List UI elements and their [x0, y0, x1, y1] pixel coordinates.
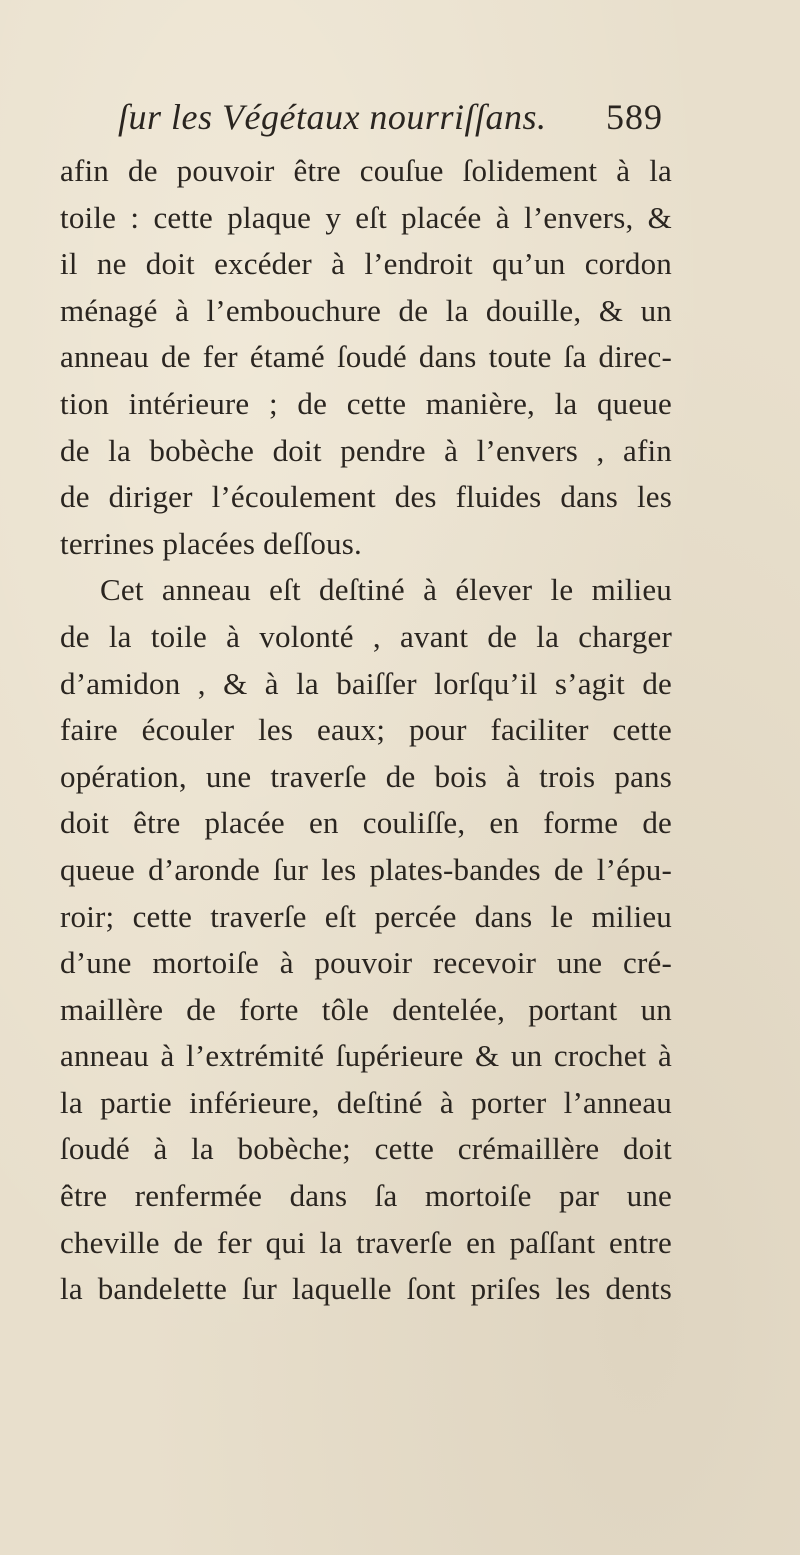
body-text [60, 148, 672, 1313]
text-line: ménagé à l’embouchure de la douille, & un [60, 292, 672, 328]
page-number: 589 [606, 97, 663, 137]
text-line: anneau de fer étamé ſoudé dans toute ſa direc- [60, 339, 672, 375]
text-line: de la toile à volonté , avant de la charger [60, 618, 672, 654]
text-line: terrines placées deſſous. [60, 525, 362, 561]
text-line: Cet anneau eſt deſtiné à élever le milieu [100, 572, 672, 608]
text-line: d’une mortoiſe à pouvoir recevoir une cré- [60, 945, 672, 981]
text-line: afin de pouvoir être couſue ſolidement à la [60, 153, 672, 188]
text-line: d’amidon , & à la baiſſer lorſqu’il s’agit de [60, 665, 672, 701]
text-line: faire écouler les eaux; pour faciliter cette [60, 712, 672, 748]
running-title: ſur les Végétaux nourriſſans. [118, 97, 547, 137]
text-line: queue d’aronde ſur les plates-bandes de l’épu- [60, 851, 672, 887]
text-line: maillère de forte tôle dentelée, portant un [60, 991, 672, 1027]
text-line: de la bobèche doit pendre à l’envers , afin [60, 432, 672, 468]
text-line: opération, une traverſe de bois à trois pans [60, 758, 672, 794]
text-line: toile : cette plaque y eſt placée à l’envers, & [60, 199, 672, 235]
text-line: être renfermée dans ſa mortoiſe par une [60, 1178, 672, 1214]
text-line: tion intérieure ; de cette manière, la queue [60, 385, 672, 421]
text-line: de diriger l’écoulement des fluides dans les [60, 479, 672, 515]
text-line: roir; cette traverſe eſt percée dans le milieu [60, 898, 672, 934]
page-header [118, 96, 663, 144]
text-line: ſoudé à la bobèche; cette crémaillère doit [60, 1131, 672, 1167]
text-line: anneau à l’extrémité ſupérieure & un crochet à [60, 1038, 672, 1074]
text-line: la bandelette ſur laquelle ſont priſes les dents [60, 1271, 672, 1307]
text-line: il ne doit excéder à l’endroit qu’un cordon [60, 246, 672, 282]
text-line: doit être placée en couliſſe, en forme de [60, 805, 672, 841]
text-line: la partie inférieure, deſtiné à porter l’anneau [60, 1084, 672, 1120]
text-line: cheville de fer qui la traverſe en paſſant entre [60, 1224, 672, 1260]
